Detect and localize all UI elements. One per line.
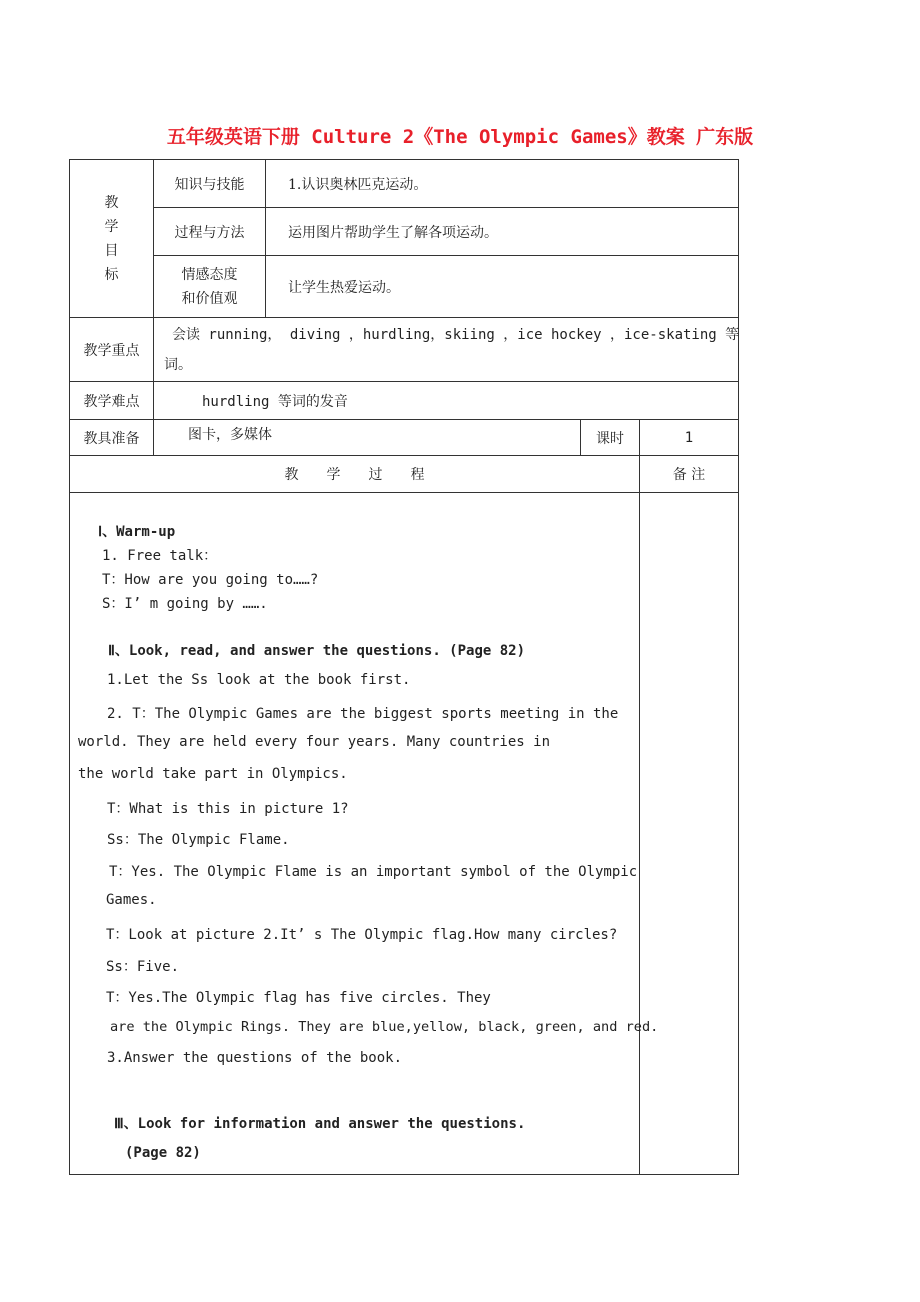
key-points-content: 会读 running， diving ，hurdling，skiing ，ice hockey ，ice-skating 等 词。	[154, 318, 739, 382]
key-points-row	[70, 318, 739, 382]
materials-content: 图卡，多媒体	[154, 420, 581, 456]
process-line: T：How are you going to……?	[102, 572, 319, 588]
section-warm-up-title: Ⅰ、Warm-up	[98, 524, 176, 540]
objectives-group-label: 教 学 目 标	[70, 160, 154, 318]
process-content	[70, 493, 659, 1175]
process-line: T：Yes. The Olympic Flame is an important symbol of the Olympic	[109, 864, 638, 880]
notes-header: 备 注	[640, 456, 739, 493]
section-look-for-info-title: Ⅲ、Look for information and answer the questions.	[114, 1116, 526, 1132]
process-line: Games.	[106, 892, 157, 908]
section-look-read-title: Ⅱ、Look, read, and answer the questions. (Page 82)	[108, 643, 526, 659]
objective-row-attitude	[70, 256, 739, 318]
difficulties-row	[70, 382, 739, 420]
materials-label: 教具准备	[70, 420, 154, 456]
process-line: T：Look at picture 2.It’ s The Olympic flag.How many circles?	[106, 927, 618, 943]
process-line: T：Yes.The Olympic flag has five circles. They	[106, 990, 491, 1006]
process-line: Ss：Five.	[106, 959, 180, 975]
objective-label-knowledge: 知识与技能	[154, 160, 266, 208]
objective-content-attitude: 让学生热爱运动。	[266, 256, 739, 318]
process-header-row	[70, 456, 739, 493]
period-value: 1	[640, 420, 739, 456]
objective-label-process: 过程与方法	[154, 208, 266, 256]
process-line: 1.Let the Ss look at the book first.	[107, 672, 411, 688]
process-line: world. They are held every four years. Many countries in	[78, 734, 551, 750]
process-line: T：What is this in picture 1?	[107, 801, 349, 817]
process-line: (Page 82)	[125, 1145, 201, 1161]
materials-row	[70, 420, 739, 456]
lesson-plan-table	[69, 159, 739, 1175]
key-points-label: 教学重点	[70, 318, 154, 382]
objective-row-knowledge	[70, 160, 739, 208]
period-label: 课时	[581, 420, 640, 456]
process-line: 2. T：The Olympic Games are the biggest sports meeting in the	[107, 706, 619, 722]
objective-content-knowledge: 1.认识奥林匹克运动。	[266, 160, 739, 208]
process-line: S：I’ m going by …….	[102, 596, 268, 612]
process-line: 3.Answer the questions of the book.	[107, 1050, 403, 1066]
difficulties-label: 教学难点	[70, 382, 154, 420]
objective-row-process	[70, 208, 739, 256]
notes-content	[640, 493, 739, 1175]
process-line: are the Olympic Rings. They are blue,yellow, black, green, and red.	[110, 1019, 659, 1035]
process-row	[70, 493, 739, 1175]
process-line: the world take part in Olympics.	[78, 766, 348, 782]
objective-label-attitude: 情感态度 和价值观	[154, 256, 266, 318]
page-title: 五年级英语下册 Culture 2《The Olympic Games》教案 广东版	[166, 126, 754, 148]
objective-content-process: 运用图片帮助学生了解各项运动。	[266, 208, 739, 256]
difficulties-content: hurdling 等词的发音	[154, 382, 739, 420]
process-header: 教 学 过 程	[70, 456, 640, 493]
process-line: Ss：The Olympic Flame.	[107, 832, 290, 848]
process-line: 1. Free talk：	[102, 548, 218, 564]
